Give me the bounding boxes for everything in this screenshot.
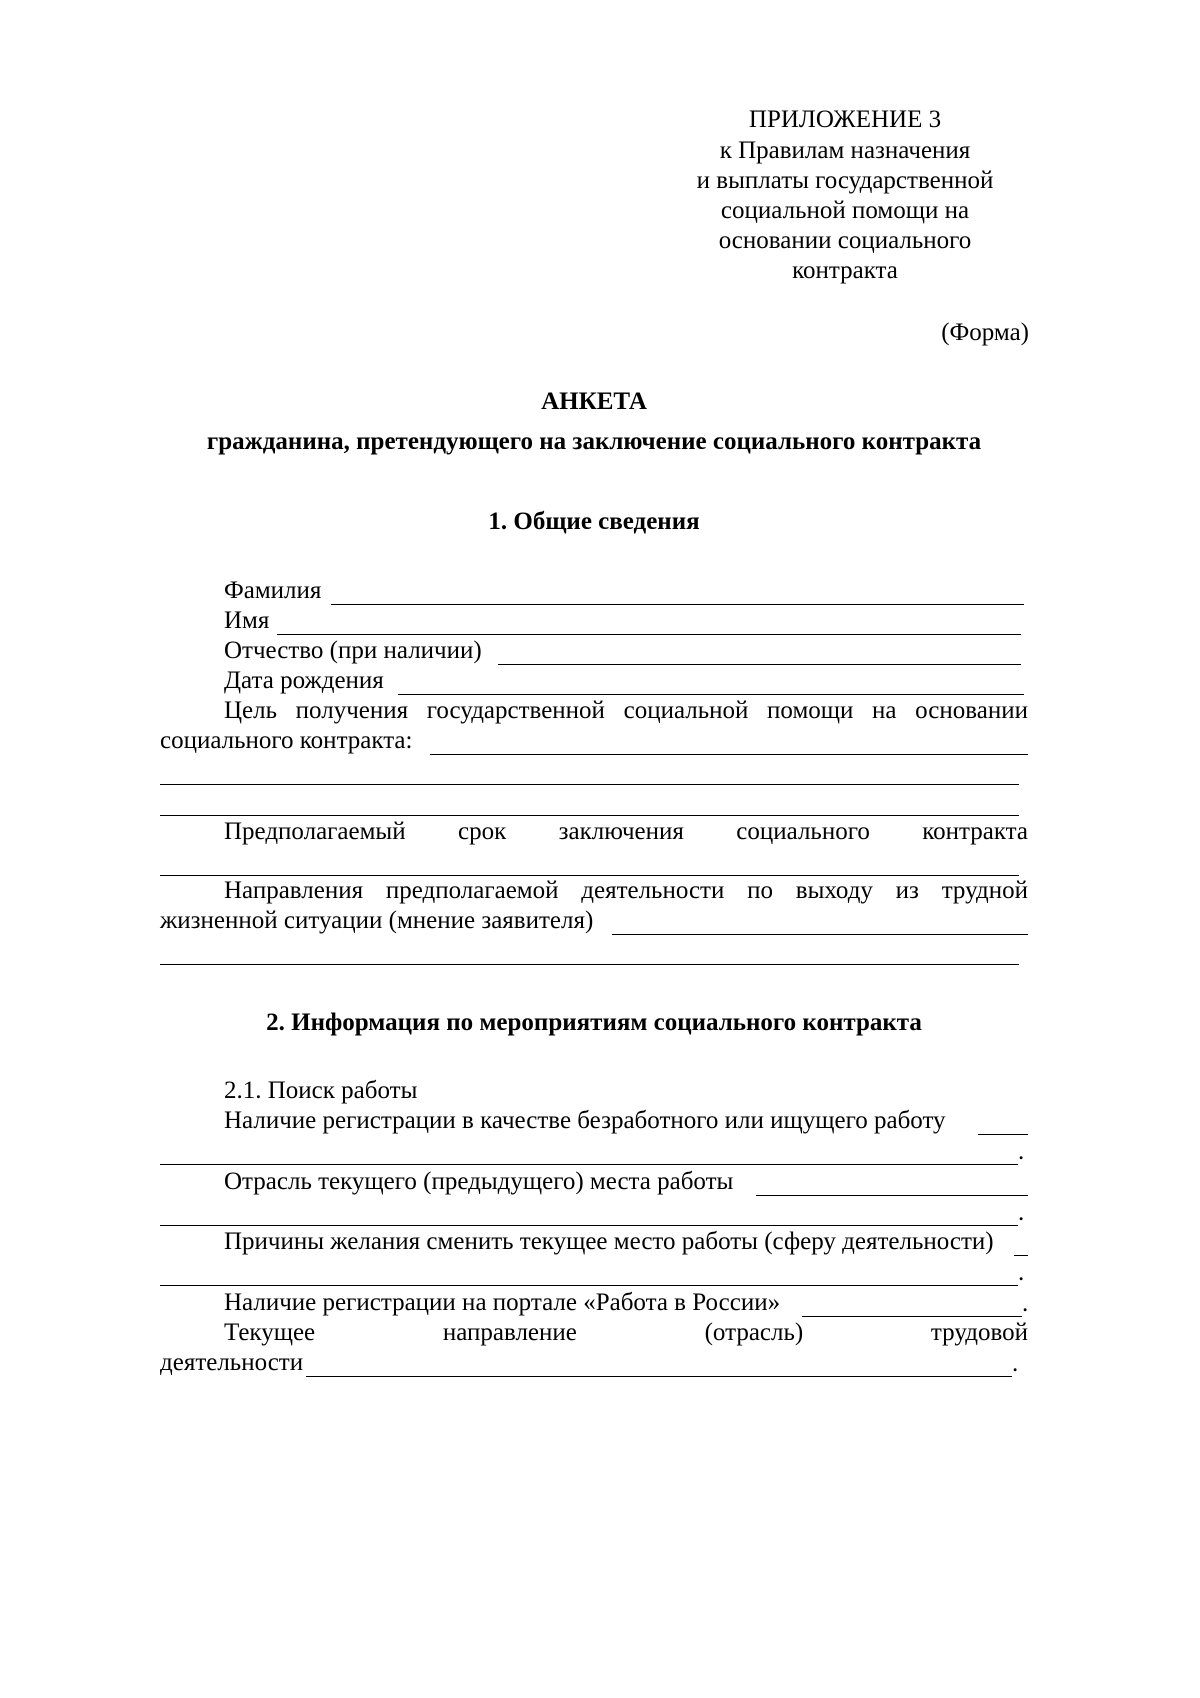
goal-word: основании [915, 697, 1028, 724]
current-direction-label-line-1 [224, 1318, 1028, 1348]
current-direction-label-line-2: деятельности [160, 1349, 304, 1376]
registration-label: Наличие регистрации в качестве безработного или ищущего работу [224, 1107, 946, 1134]
goal-word: государственной [426, 697, 605, 724]
directions-label-line-2: жизненной ситуации (мнение заявителя) [160, 907, 594, 934]
term-word: заключения [558, 818, 684, 845]
form-label: (Форма) [941, 319, 1029, 346]
current-direction-word: (отрасль) [704, 1319, 804, 1346]
surname-field[interactable] [331, 604, 1024, 605]
term-word: социального [736, 818, 870, 845]
industry-field-extra[interactable] [160, 1225, 1018, 1226]
appendix-line-4: основании социального [718, 227, 972, 254]
name-label: Имя [224, 607, 270, 634]
patronymic-label: Отчество (при наличии) [224, 637, 482, 664]
industry-field[interactable] [756, 1195, 1028, 1196]
appendix-line-3: социальной помощи на [720, 197, 970, 224]
directions-word: деятельности [581, 877, 725, 904]
document-title: АНКЕТА [541, 388, 647, 415]
reasons-period: . [1018, 1259, 1025, 1286]
term-word: контракта [922, 818, 1028, 845]
registration-period: . [1018, 1138, 1025, 1165]
goal-word: помощи [767, 697, 854, 724]
directions-label-line-1 [224, 876, 1028, 906]
term-label [224, 817, 1028, 847]
directions-word: предполагаемой [385, 877, 559, 904]
reasons-field-extra[interactable] [160, 1285, 1018, 1286]
directions-field-extra[interactable] [160, 964, 1019, 965]
section-1-heading: 1. Общие сведения [488, 508, 700, 535]
appendix-line-5: контракта [792, 257, 898, 284]
appendix-line-1: к Правилам назначения [719, 137, 971, 164]
industry-period: . [1018, 1199, 1025, 1226]
portal-label: Наличие регистрации на портале «Работа в России» [224, 1289, 781, 1316]
term-word: Предполагаемый [224, 818, 406, 845]
goal-field-extra-2[interactable] [160, 815, 1019, 816]
goal-word: на [872, 697, 897, 724]
appendix-line-2: и выплаты государственной [696, 167, 994, 194]
goal-field[interactable] [430, 754, 1028, 755]
surname-label: Фамилия [224, 577, 322, 604]
section-2-heading: 2. Информация по мероприятиям социального контракта [266, 1009, 922, 1036]
current-direction-word: Текущее [224, 1319, 316, 1346]
directions-word: выходу [795, 877, 873, 904]
goal-word: социальной [623, 697, 749, 724]
directions-word: по [747, 877, 774, 904]
goal-label-line-1 [224, 696, 1028, 726]
registration-field[interactable] [978, 1134, 1028, 1135]
directions-word: из [895, 877, 919, 904]
document-subtitle: гражданина, претендующего на заключение социального контракта [206, 428, 982, 455]
directions-word: трудной [941, 877, 1028, 904]
current-direction-word: трудовой [930, 1319, 1028, 1346]
goal-field-extra-1[interactable] [160, 784, 1019, 785]
directions-word: Направления [224, 877, 364, 904]
portal-field[interactable] [802, 1316, 1022, 1317]
portal-period: . [1022, 1290, 1029, 1317]
goal-word: Цель [224, 697, 278, 724]
goal-word: получения [295, 697, 409, 724]
industry-label: Отрасль текущего (предыдущего) места работы [224, 1168, 734, 1195]
patronymic-field[interactable] [498, 664, 1021, 665]
term-word: срок [458, 818, 507, 845]
reasons-field[interactable] [1014, 1255, 1028, 1256]
registration-field-extra[interactable] [160, 1164, 1018, 1165]
directions-field[interactable] [612, 934, 1028, 935]
goal-label-line-2: социального контракта: [160, 727, 413, 754]
current-direction-word: направление [442, 1319, 577, 1346]
appendix-title: ПРИЛОЖЕНИЕ 3 [748, 106, 942, 133]
birthdate-label: Дата рождения [224, 667, 384, 694]
reasons-label: Причины желания сменить текущее место работы (сферу деятельности) [224, 1228, 994, 1255]
name-field[interactable] [277, 634, 1021, 635]
subsection-job-search: 2.1. Поиск работы [224, 1077, 418, 1104]
current-direction-period: . [1012, 1350, 1019, 1377]
current-direction-field[interactable] [306, 1376, 1012, 1377]
birthdate-field[interactable] [398, 694, 1024, 695]
